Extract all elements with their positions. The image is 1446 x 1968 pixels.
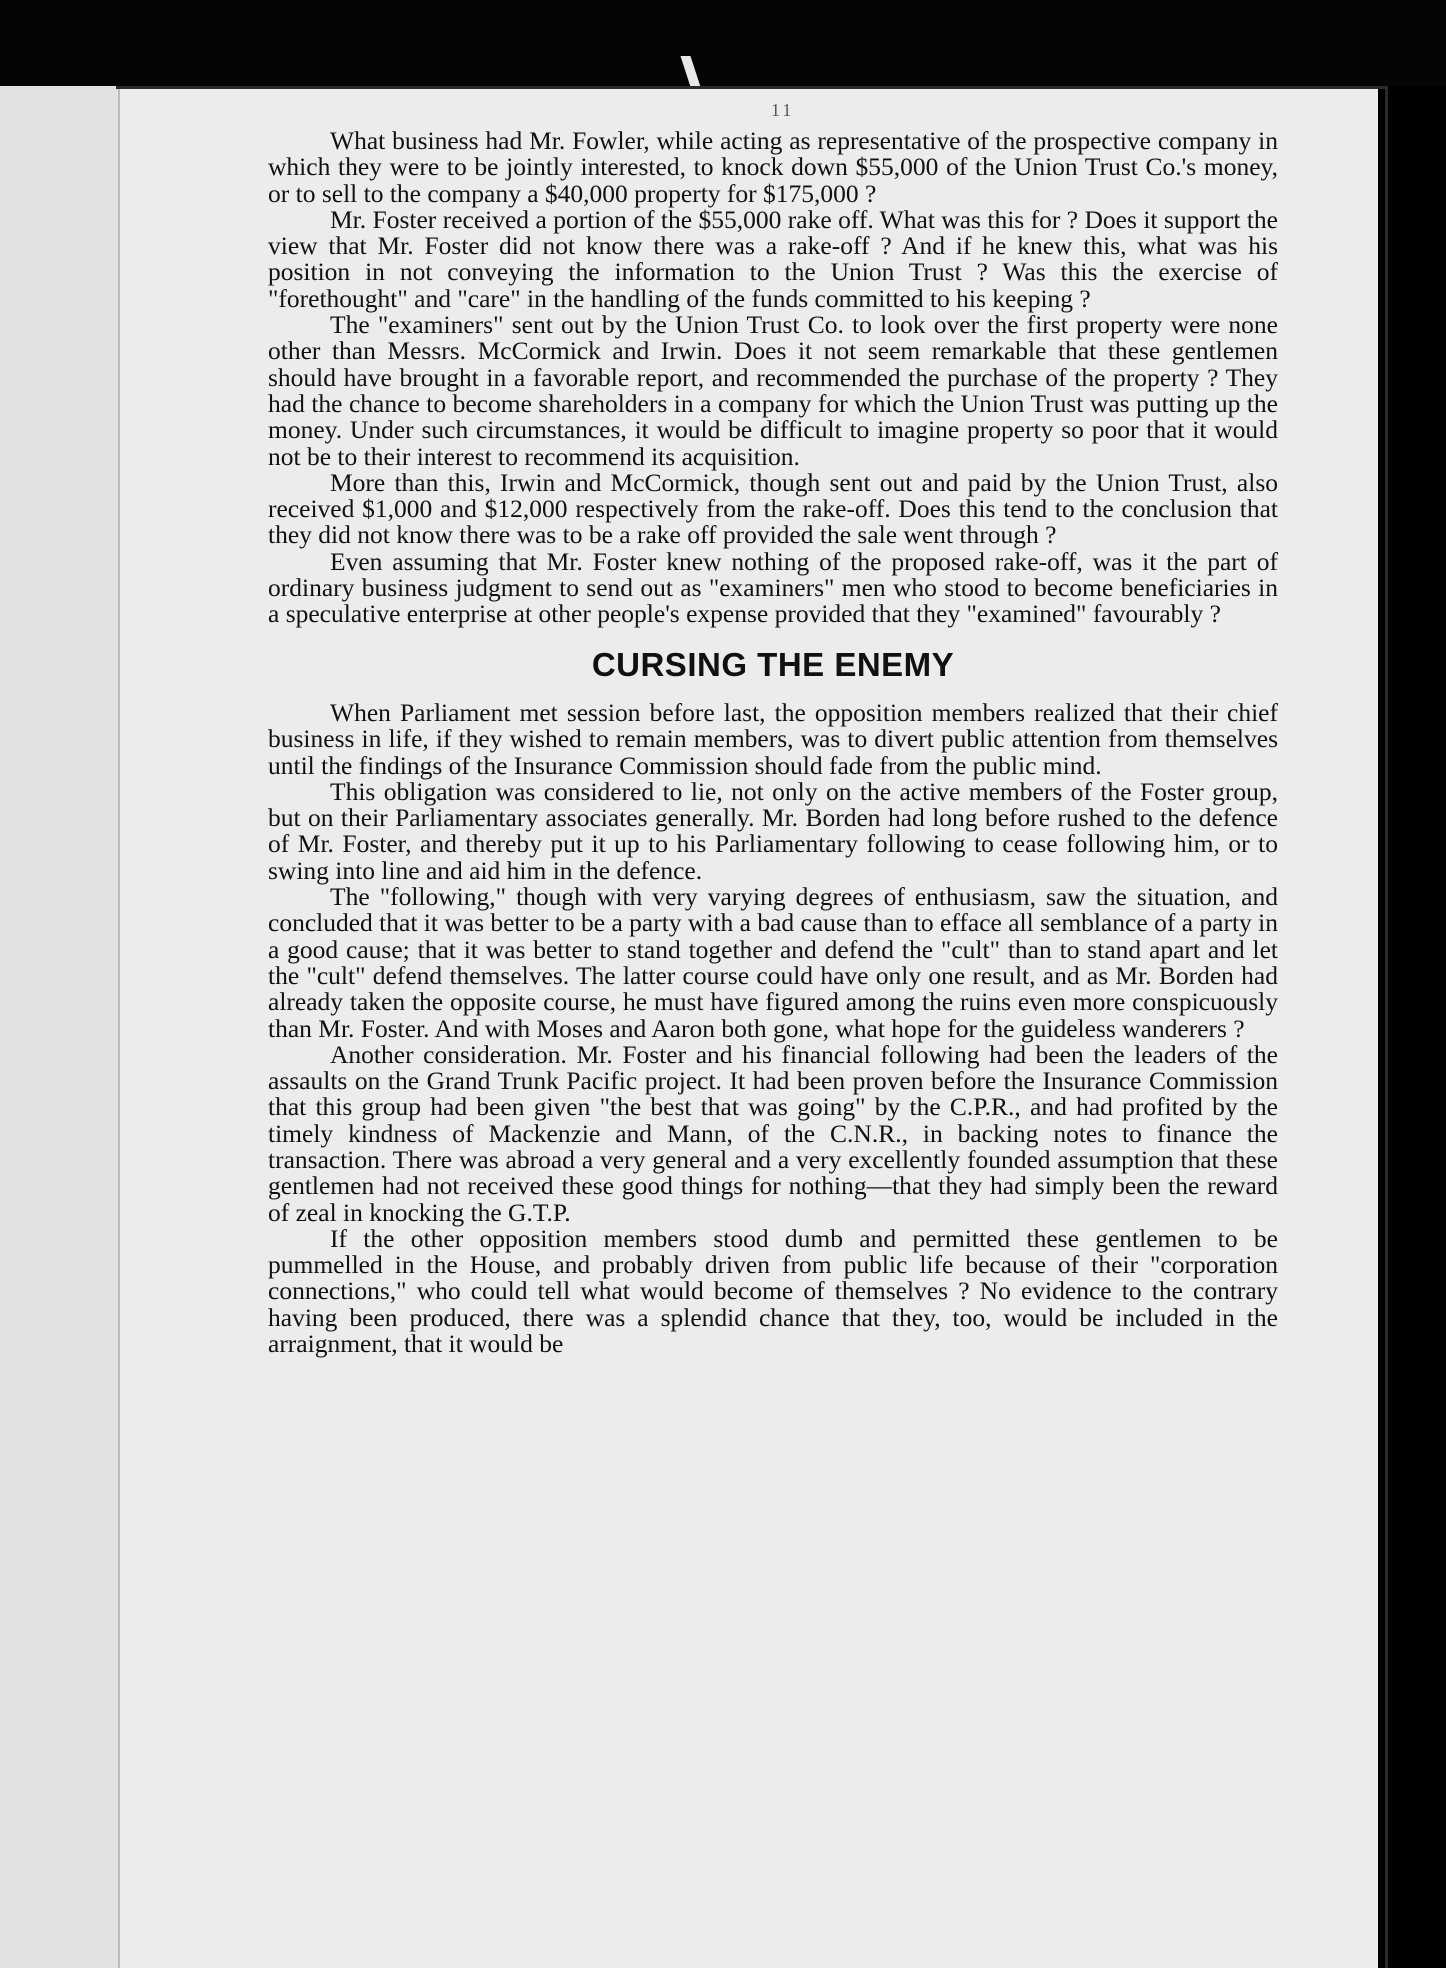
page-content — [268, 128, 1278, 1357]
paragraph: The "following," though with very varying degrees of enthusiasm, saw the situation, and concluded that it was better to be a party with a bad cause than to efface all semblance of a party in a good cause; that it was better to stand together and defend the "cult" than to stand apart and let the "cult" defend themselves. The latter course could have only one result, and as Mr. Borden had already taken the opposite course, he must have figured among the ruins even more conspicuously than Mr. Foster. And with Moses and Aaron both gone, what hope for the guideless wanderers ? — [268, 882, 1278, 1043]
scan-right-border — [1388, 86, 1446, 1968]
paragraph: This obligation was considered to lie, not only on the active members of the Foster group, but on their Parliamentary associates generally. Mr. Borden had long before rushed to the defence of Mr. Foster, and thereby put it up to his Parliamentary following to cease following him, or to swing into line and aid him in the defence. — [268, 776, 1278, 885]
paragraph: The "examiners" sent out by the Union Trust Co. to look over the first property were none other than Messrs. McCormick and Irwin. Does it not seem remarkable that these gentlemen should have brought in a favorable report, and recommended the purchase of the property ? They had the chance to become shareholders in a company for which the Union Trust was putting up the money. Under such circumstances, it would be difficult to imagine property so poor that it would not be to their interest to recommend its acquisition. — [268, 310, 1278, 471]
paragraph: Mr. Foster received a portion of the $55,000 rake off. What was this for ? Does it support the view that Mr. Foster did not know there was a rake-off ? And if he knew this, what was his position in not conveying the information to the Union Trust ? Was this the exercise of "forethought" and "care" in the handling of the funds committed to his keeping ? — [268, 204, 1278, 313]
paragraph: Even assuming that Mr. Foster knew nothing of the proposed rake-off, was it the part of ordinary business judgment to send out as "examiners" men who stood to become beneficiaries in a speculative enterprise at other people's expense provided that they "examined" favourably ? — [268, 546, 1278, 629]
page-number: 11 — [771, 100, 795, 120]
section-heading: CURSING THE ENEMY — [591, 645, 955, 683]
section-two — [268, 697, 1278, 1359]
paragraph: What business had Mr. Fowler, while acting as representative of the prospective company in which they were to be jointly interested, to knock down $55,000 of the Union Trust Co.'s money, or to sell to the company a $40,000 property for $175,000 ? — [268, 126, 1278, 208]
scan-top-border — [0, 0, 1446, 86]
section-one — [268, 128, 1278, 628]
paragraph: Another consideration. Mr. Foster and his financial following had been the leaders of the assaults on the Grand Trunk Pacific project. It had been proven before the Insurance Commission that this group had been given "the best that was going" by the C.P.R., and had profited by the timely kindness of Mackenzie and Mann, of the C.N.R., in backing notes to finance the transaction. There was abroad a very general and a very excellently founded assumption that these gentlemen had not received these good things for nothing—that they had simply been the reward of zeal in knocking the G.T.P. — [268, 1039, 1278, 1227]
facing-page-edge — [0, 86, 120, 1968]
paragraph: When Parliament met session before last, the opposition members realized that their chief business in life, if they wished to remain members, was to divert public attention from themselves until the findings of the Insurance Commission should fade from the public mind. — [268, 697, 1278, 780]
paragraph: If the other opposition members stood dumb and permitted these gentlemen to be pummelled in the House, and probably driven from public life because of their "corporation connections," who could tell what would become of themselves ? No evidence to the contrary having been produced, there was a splendid chance that they, too, would be included in the arraignment, that it would be — [268, 1223, 1278, 1359]
paragraph: More than this, Irwin and McCormick, though sent out and paid by the Union Trust, also received $1,000 and $12,000 respectively from the rake-off. Does this tend to the conclusion that they did not know there was to be a rake off provided the sale went through ? — [268, 467, 1278, 550]
